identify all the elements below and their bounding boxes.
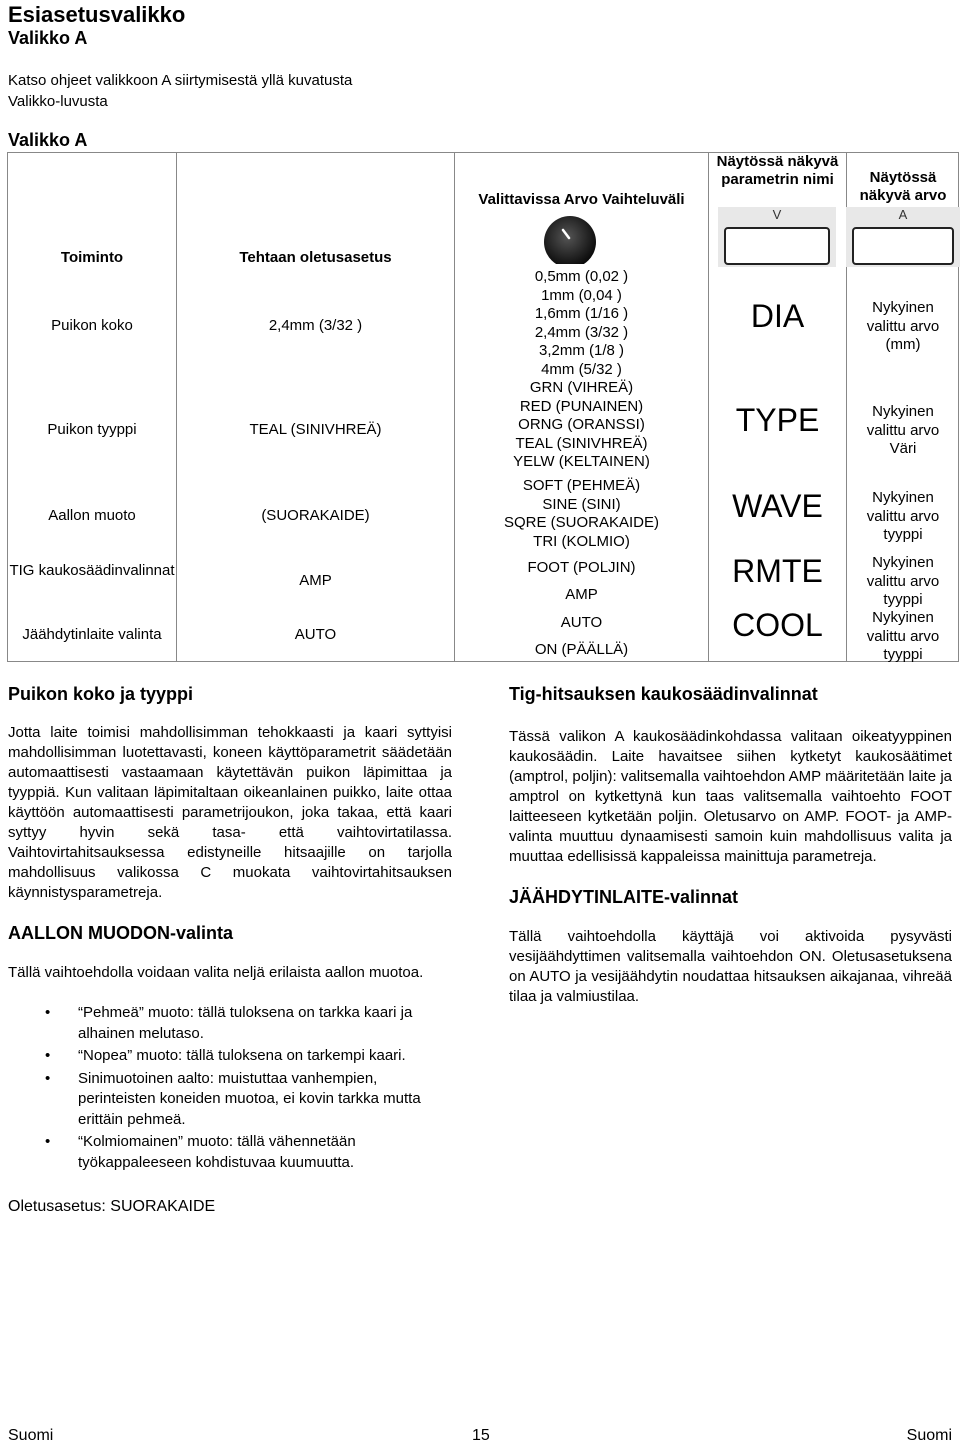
row-range: [455, 609, 708, 663]
intro-line-2: Valikko-luvusta: [8, 93, 108, 110]
bullet-icon: •: [45, 1133, 51, 1150]
section-heading: Puikon koko ja tyyppi: [8, 684, 194, 704]
range-option: SOFT (PEHMEÄ): [522, 477, 641, 494]
range-option: ORNG (ORANSSI): [518, 416, 645, 433]
list-item: [8, 1046, 452, 1067]
row-function: Puikon tyyppi: [47, 421, 137, 438]
row-value: Nykyinen valittu arvo tyyppi: [866, 554, 940, 608]
section-heading: Tig-hitsauksen kaukosäädinvalinnat: [509, 684, 818, 704]
row-default: AMP: [299, 572, 332, 589]
list-item-text: “Nopea” muoto: tällä tuloksena on tarkempi kaari.: [78, 1047, 406, 1064]
footer-language-left: Suomi: [8, 1427, 54, 1444]
row-default: TEAL (SINIVHREÄ): [249, 421, 382, 438]
row-display-code: TYPE: [735, 402, 820, 438]
row-range: [455, 554, 708, 608]
row-default: (SUORAKAIDE): [261, 507, 370, 524]
row-display-code: COOL: [732, 607, 823, 643]
header-range: Valittavissa Arvo Vaihteluväli: [478, 191, 685, 208]
range-option: RED (PUNAINEN): [519, 397, 644, 415]
range-option: SINE (SINI): [542, 495, 621, 513]
page-number: 15: [472, 1427, 490, 1444]
bullet-icon: •: [45, 1069, 51, 1087]
range-option: AMP: [565, 586, 598, 603]
range-option: TRI (KOLMIO): [533, 532, 630, 550]
footer-language-right: Suomi: [906, 1427, 952, 1444]
menu-heading: Valikko A: [8, 130, 88, 150]
waveform-list: [8, 1003, 452, 1173]
list-item-text: “Pehmeä” muoto: tällä tuloksena on tarkka kaari ja alhainen melutaso.: [78, 1004, 413, 1042]
section-heading: AALLON MUODON-valinta: [8, 923, 233, 943]
range-option: 0,5mm (0,02 ): [534, 268, 629, 285]
range-option: TEAL (SINIVHREÄ): [515, 434, 648, 452]
row-value: Nykyinen valittu arvo tyyppi: [866, 609, 940, 663]
list-item: [8, 1132, 452, 1173]
row-function: TIG kaukosäädinvalinnat: [9, 562, 175, 579]
default-note: Oletusasetus: SUORAKAIDE: [8, 1198, 216, 1215]
range-option: SQRE (SUORAKAIDE): [503, 514, 660, 531]
range-option: 1mm (0,04 ): [541, 286, 622, 304]
list-item-text: “Kolmiomainen” muoto: tällä vähennetään työkappaleeseen kohdistuvaa kuumuutta.: [78, 1133, 356, 1171]
row-range: [455, 477, 708, 551]
paragraph: Jotta laite toimisi mahdollisimman tehokkaasti ja kaari syttyisi mahdollisimman luotettavasti, koneen käyttöparametrit säädetään automaattisesti vastaamaan käytettävän puikon läpimittaa ja tyyppiä. Kun valitaan läpimitaltaan oikeanlainen puikko, laite ottaa käyttöön automaattisesti parametrijoukon, joka takaa, että kaari syttyy hyvin sekä tasa- että vaihtovirtatilassa. Vaihtovirtahitsauksessa edistyneille hitsaajille on tarjolla mahdollisuus valikossa C muokata vaihtovirtahitsauksen käynnistysparametreja.: [8, 724, 452, 901]
range-option: ON (PÄÄLLÄ): [534, 641, 629, 658]
list-item-text: Sinimuotoinen aalto: muistuttaa vanhempien, perinteisten koneiden muotoa, ei kovin tarkka mutta erittäin pehmeä.: [78, 1069, 421, 1128]
paragraph: Tässä valikon A kaukosäädinkohdassa valitaan oikeatyyppinen kaukosäädin. Laite havaitsee siihen kytketyt kaukosäätimet (amptrol, poljin): valitsemalla vaihtoehdon AMP määritetään laite ja amptrol on kytkettynä kun taas valitsemalla vaihtoehto FOOT laitteeseen kytketään poljin. Oletusarvo on AMP. FOOT- ja AMP-valinta muuttuu dynaamisesti samoin kuin mahdollisuus valita ja muuttaa edellisissä kappaleissa mainittuja parametreja.: [509, 728, 952, 865]
bullet-icon: •: [45, 1004, 51, 1021]
page-title: Esiasetusvalikko: [8, 2, 186, 27]
row-value: Nykyinen valittu arvo (mm): [866, 299, 940, 353]
intro-text: [8, 70, 352, 112]
lcd-window: [852, 227, 954, 265]
row-function: Puikon koko: [51, 317, 133, 334]
right-column: [509, 684, 952, 1007]
range-option: 3,2mm (1/8 ): [538, 342, 625, 359]
section-heading: JÄÄHDYTINLAITE-valinnat: [509, 887, 739, 907]
row-function: Jäähdytinlaite valinta: [22, 626, 162, 643]
lcd-v-display: [718, 207, 836, 267]
header-param-name: Näytössä näkyvä parametrin nimi: [716, 153, 839, 188]
row-default: 2,4mm (3/32 ): [268, 317, 363, 334]
menu-a-table: [7, 152, 959, 662]
row-range: [455, 379, 708, 472]
header-default: Tehtaan oletusasetus: [239, 249, 392, 266]
range-option: GRN (VIHREÄ): [529, 379, 634, 396]
row-display-code: WAVE: [732, 488, 823, 524]
row-display-code: RMTE: [732, 553, 823, 589]
range-option: AUTO: [560, 614, 603, 631]
paragraph: Tällä vaihtoehdolla voidaan valita neljä erilaista aallon muotoa.: [8, 964, 424, 981]
range-option: 2,4mm (3/32 ): [534, 323, 629, 341]
row-value: Nykyinen valittu arvo tyyppi: [866, 489, 940, 543]
lcd-a-label: A: [898, 207, 908, 222]
range-option: 1,6mm (1/16 ): [534, 305, 629, 322]
lcd-v-label: V: [772, 207, 782, 222]
list-item: [8, 1069, 452, 1131]
range-option: FOOT (POLJIN): [527, 559, 636, 576]
list-item: [8, 1003, 452, 1044]
lcd-window: [724, 227, 830, 265]
row-default: AUTO: [294, 626, 337, 643]
header-function: Toiminto: [60, 249, 124, 266]
range-option: 4mm (5/32 ): [541, 360, 622, 378]
page-subtitle: Valikko A: [8, 28, 88, 48]
bullet-icon: •: [45, 1047, 51, 1064]
paragraph: Tällä vaihtoehdolla käyttäjä voi aktivoida pysyvästi vesijäähdyttimen valitsemalla vaihtoehdon ON. Oletusasetuksena on AUTO ja vesijäähdytin noudattaa hitsauksen aikajanaa, vihreää tilaa ja valmiustilaa.: [509, 928, 952, 1005]
row-value: Nykyinen valittu arvo Väri: [866, 403, 940, 457]
col-divider: [708, 153, 709, 661]
lcd-a-display: [846, 207, 960, 267]
row-display-code: DIA: [750, 298, 805, 334]
selector-knob-icon: [533, 212, 607, 264]
row-function: Aallon muoto: [48, 507, 136, 524]
header-value: Näytössä näkyvä arvo: [859, 169, 947, 204]
left-column: [8, 684, 452, 1217]
row-range: [455, 268, 708, 379]
intro-line-1: Katso ohjeet valikkoon A siirtymisestä yllä kuvatusta: [8, 72, 353, 89]
range-option: YELW (KELTAINEN): [513, 453, 650, 470]
